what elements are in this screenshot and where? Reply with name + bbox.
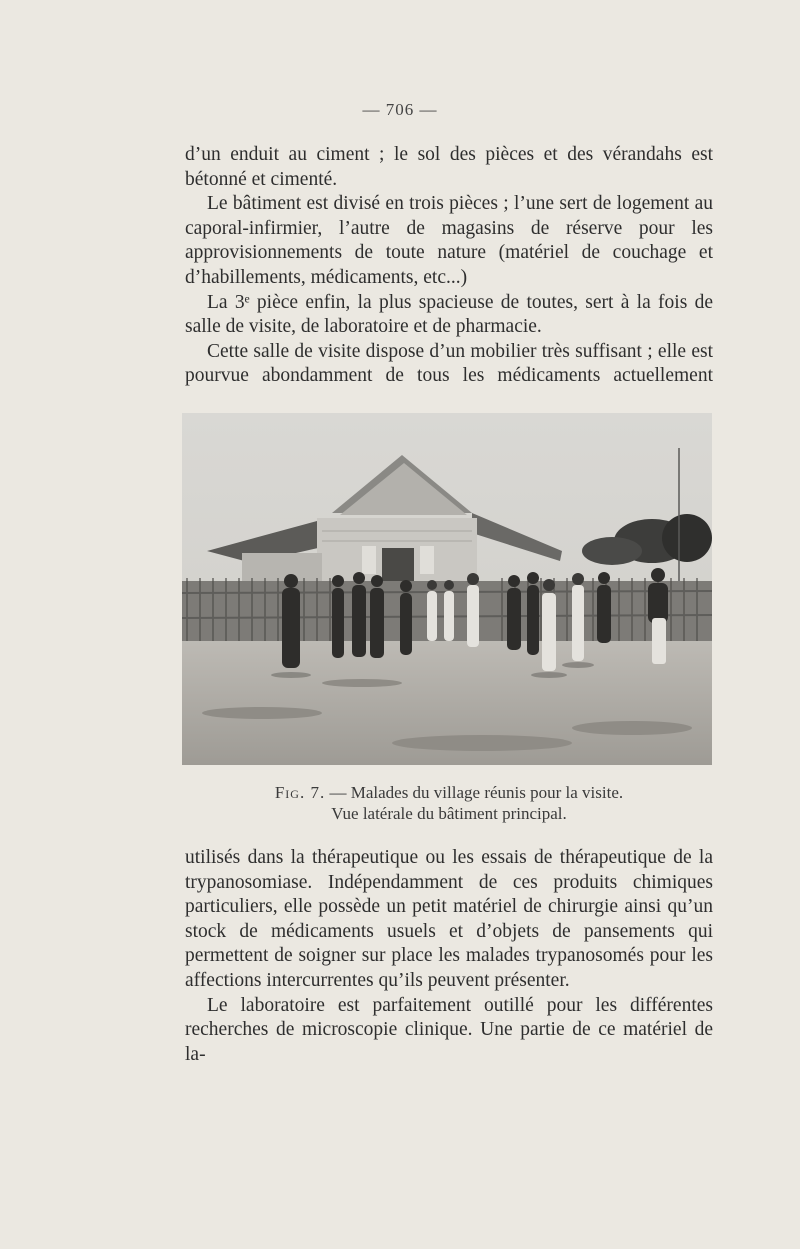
caption-line-1: — Malades du village réunis pour la visite. <box>329 783 624 802</box>
paragraph: utilisés dans la thérapeutique ou les essais de thérapeutique de la trypanosomiase. Indépendamment de ces produits chimiques particuliers, elle possède un petit matériel de chirurgie ainsi qu’un stock de médicaments usuels et d’objets de pansements qui permettent de soigner sur place les malades trypanosomés pour les affections intercurrentes qu’ils peuvent présenter. <box>185 847 713 991</box>
page-number: — 706 — <box>362 100 438 119</box>
paragraph: Le laboratoire est parfaitement outillé pour les différentes recherches de microscopie clinique. Une partie de ce matériel de la- <box>185 994 713 1065</box>
figure-label: Fig. 7. <box>274 783 326 802</box>
figure-caption <box>185 782 713 824</box>
caption-line-2: Vue latérale du bâtiment principal. <box>331 804 567 823</box>
photo-illustration <box>182 413 712 765</box>
bottom-text-block <box>185 846 713 1067</box>
paragraph: Le bâtiment est divisé en trois pièces ; l’une sert de logement au caporal-infirmier, l’autre de magasins de réserve pour les approvisionnements de toute nature (matériel de couchage et d’habillements, médicaments, etc...) <box>185 193 713 288</box>
top-text-block <box>185 143 713 389</box>
paragraph: Cette salle de visite dispose d’un mobilier très suffisant ; elle est pourvue abondamment de tous les médicaments actuellement <box>185 340 713 387</box>
paragraph: La 3ᵉ pièce enfin, la plus spacieuse de toutes, sert à la fois de salle de visite, de laboratoire et de pharmacie. <box>185 291 713 338</box>
paragraph: d’un enduit au ciment ; le sol des pièces et des vérandahs est bétonné et cimenté. <box>185 144 713 190</box>
figure-photograph <box>182 413 712 765</box>
